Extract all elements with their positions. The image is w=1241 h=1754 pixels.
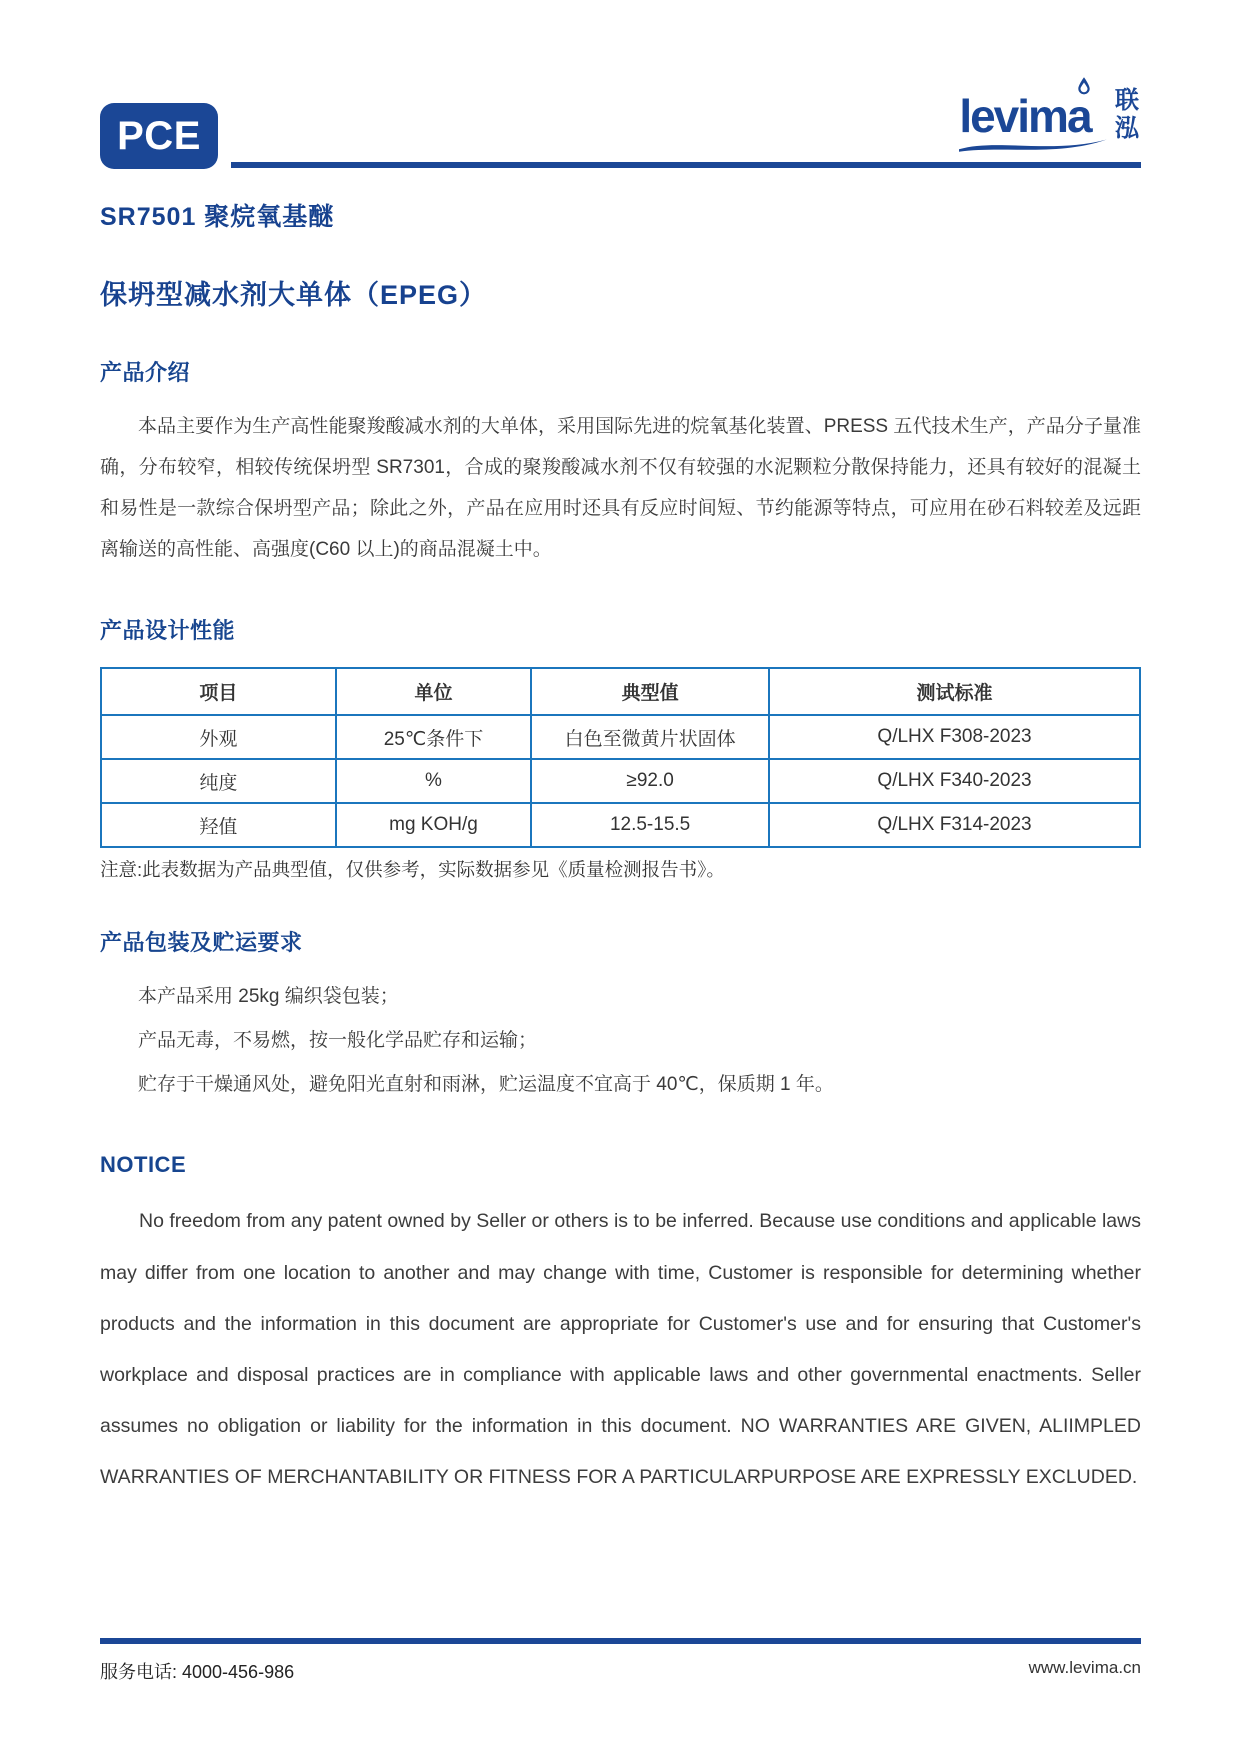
levima-cjk-mark (1115, 87, 1139, 142)
cell-typical: 白色至微黄片状固体 (531, 715, 769, 759)
pce-badge (100, 103, 218, 169)
section-heading-performance: 产品设计性能 (100, 618, 236, 644)
section-heading-packaging: 产品包装及贮运要求 (100, 930, 303, 956)
table-header-row (101, 668, 1140, 715)
intro-paragraph: 本品主要作为生产高性能聚羧酸减水剂的大单体，采用国际先进的烷氧基化装置、PRESS 五代技术生产，产品分子量准确，分布较窄，相较传统保坍型 SR7301，合成的聚羧酸减水剂不仅有较强的水泥颗粒分散保持能力，还具有较好的混凝土和易性是一款综合保坍型产品；除此之外，产品在应用时还具有反应时间短、节约能源等特点，可应用在砂石料较差及远距离输送的高性能、高强度(C60 以上)的商品混凝土中。 (100, 416, 1141, 560)
cell-unit: % (336, 759, 531, 803)
cell-item: 外观 (101, 715, 336, 759)
col-header-typical: 典型值 (531, 668, 769, 715)
cell-standard: Q/LHX F340-2023 (769, 759, 1140, 803)
levima-logo (959, 83, 1139, 153)
page-footer (100, 1638, 1141, 1754)
pce-badge-label: PCE (117, 113, 201, 158)
levima-cjk-char2: 泓 (1115, 114, 1139, 142)
website-url: www.levima.cn (1028, 1658, 1141, 1677)
product-code-title: SR7501 聚烷氧基醚 (100, 203, 335, 231)
table-note: 注意:此表数据为产品典型值，仅供参考，实际数据参见《质量检测报告书》。 (100, 859, 725, 881)
section-heading-intro: 产品介绍 (100, 360, 191, 385)
cell-typical: 12.5-15.5 (531, 803, 769, 847)
levima-cjk-char1: 联 (1115, 87, 1139, 114)
packaging-line: 本产品采用 25kg 编织袋包装； (138, 986, 399, 1008)
col-header-standard: 测试标准 (769, 668, 1140, 715)
droplet-icon (1077, 77, 1091, 95)
product-subtitle: 保坍型减水剂大单体（EPEG） (100, 280, 488, 310)
cell-typical: ≥92.0 (531, 759, 769, 803)
cell-item: 羟值 (101, 803, 336, 847)
packaging-line: 产品无毒，不易燃，按一般化学品贮存和运输； (138, 1030, 538, 1052)
levima-wordmark: levima (959, 90, 1091, 142)
section-heading-notice: NOTICE (100, 1152, 187, 1178)
cell-standard: Q/LHX F308-2023 (769, 715, 1140, 759)
table-row (101, 715, 1140, 759)
cell-unit: mg KOH/g (336, 803, 531, 847)
performance-table (100, 667, 1141, 848)
table-row (101, 759, 1140, 803)
col-header-unit: 单位 (336, 668, 531, 715)
page-header (100, 85, 1141, 169)
header-divider (231, 162, 1141, 168)
service-phone: 服务电话: 4000-456-986 (100, 1662, 295, 1682)
packaging-line: 贮存于干燥通风处，避免阳光直射和雨淋，贮运温度不宜高于 40℃，保质期 1 年。 (138, 1073, 834, 1095)
cell-item: 纯度 (101, 759, 336, 803)
cell-standard: Q/LHX F314-2023 (769, 803, 1140, 847)
packaging-lines (100, 975, 1141, 1106)
col-header-item: 项目 (101, 668, 336, 715)
levima-wordmark-wrap (959, 83, 1107, 153)
cell-unit: 25℃条件下 (336, 715, 531, 759)
notice-paragraph: No freedom from any patent owned by Seller or others is to be inferred. Because use conditions and applicable laws may differ from one location to another and may change with time, Customer is responsible for determining whether products and the information in this document are appropriate for Customer's use and for ensuring that Customer's workplace and disposal practices are in compliance with applicable laws and other governmental enactments. Seller assumes no obligation or liability for the information in this document. NO WARRANTIES ARE GIVEN, ALIIMPLED WARRANTIES OF MERCHANTABILITY OR FITNESS FOR A PARTICULARPURPOSE ARE EXPRESSLY EXCLUDED. (100, 1210, 1141, 1488)
table-row (101, 803, 1140, 847)
